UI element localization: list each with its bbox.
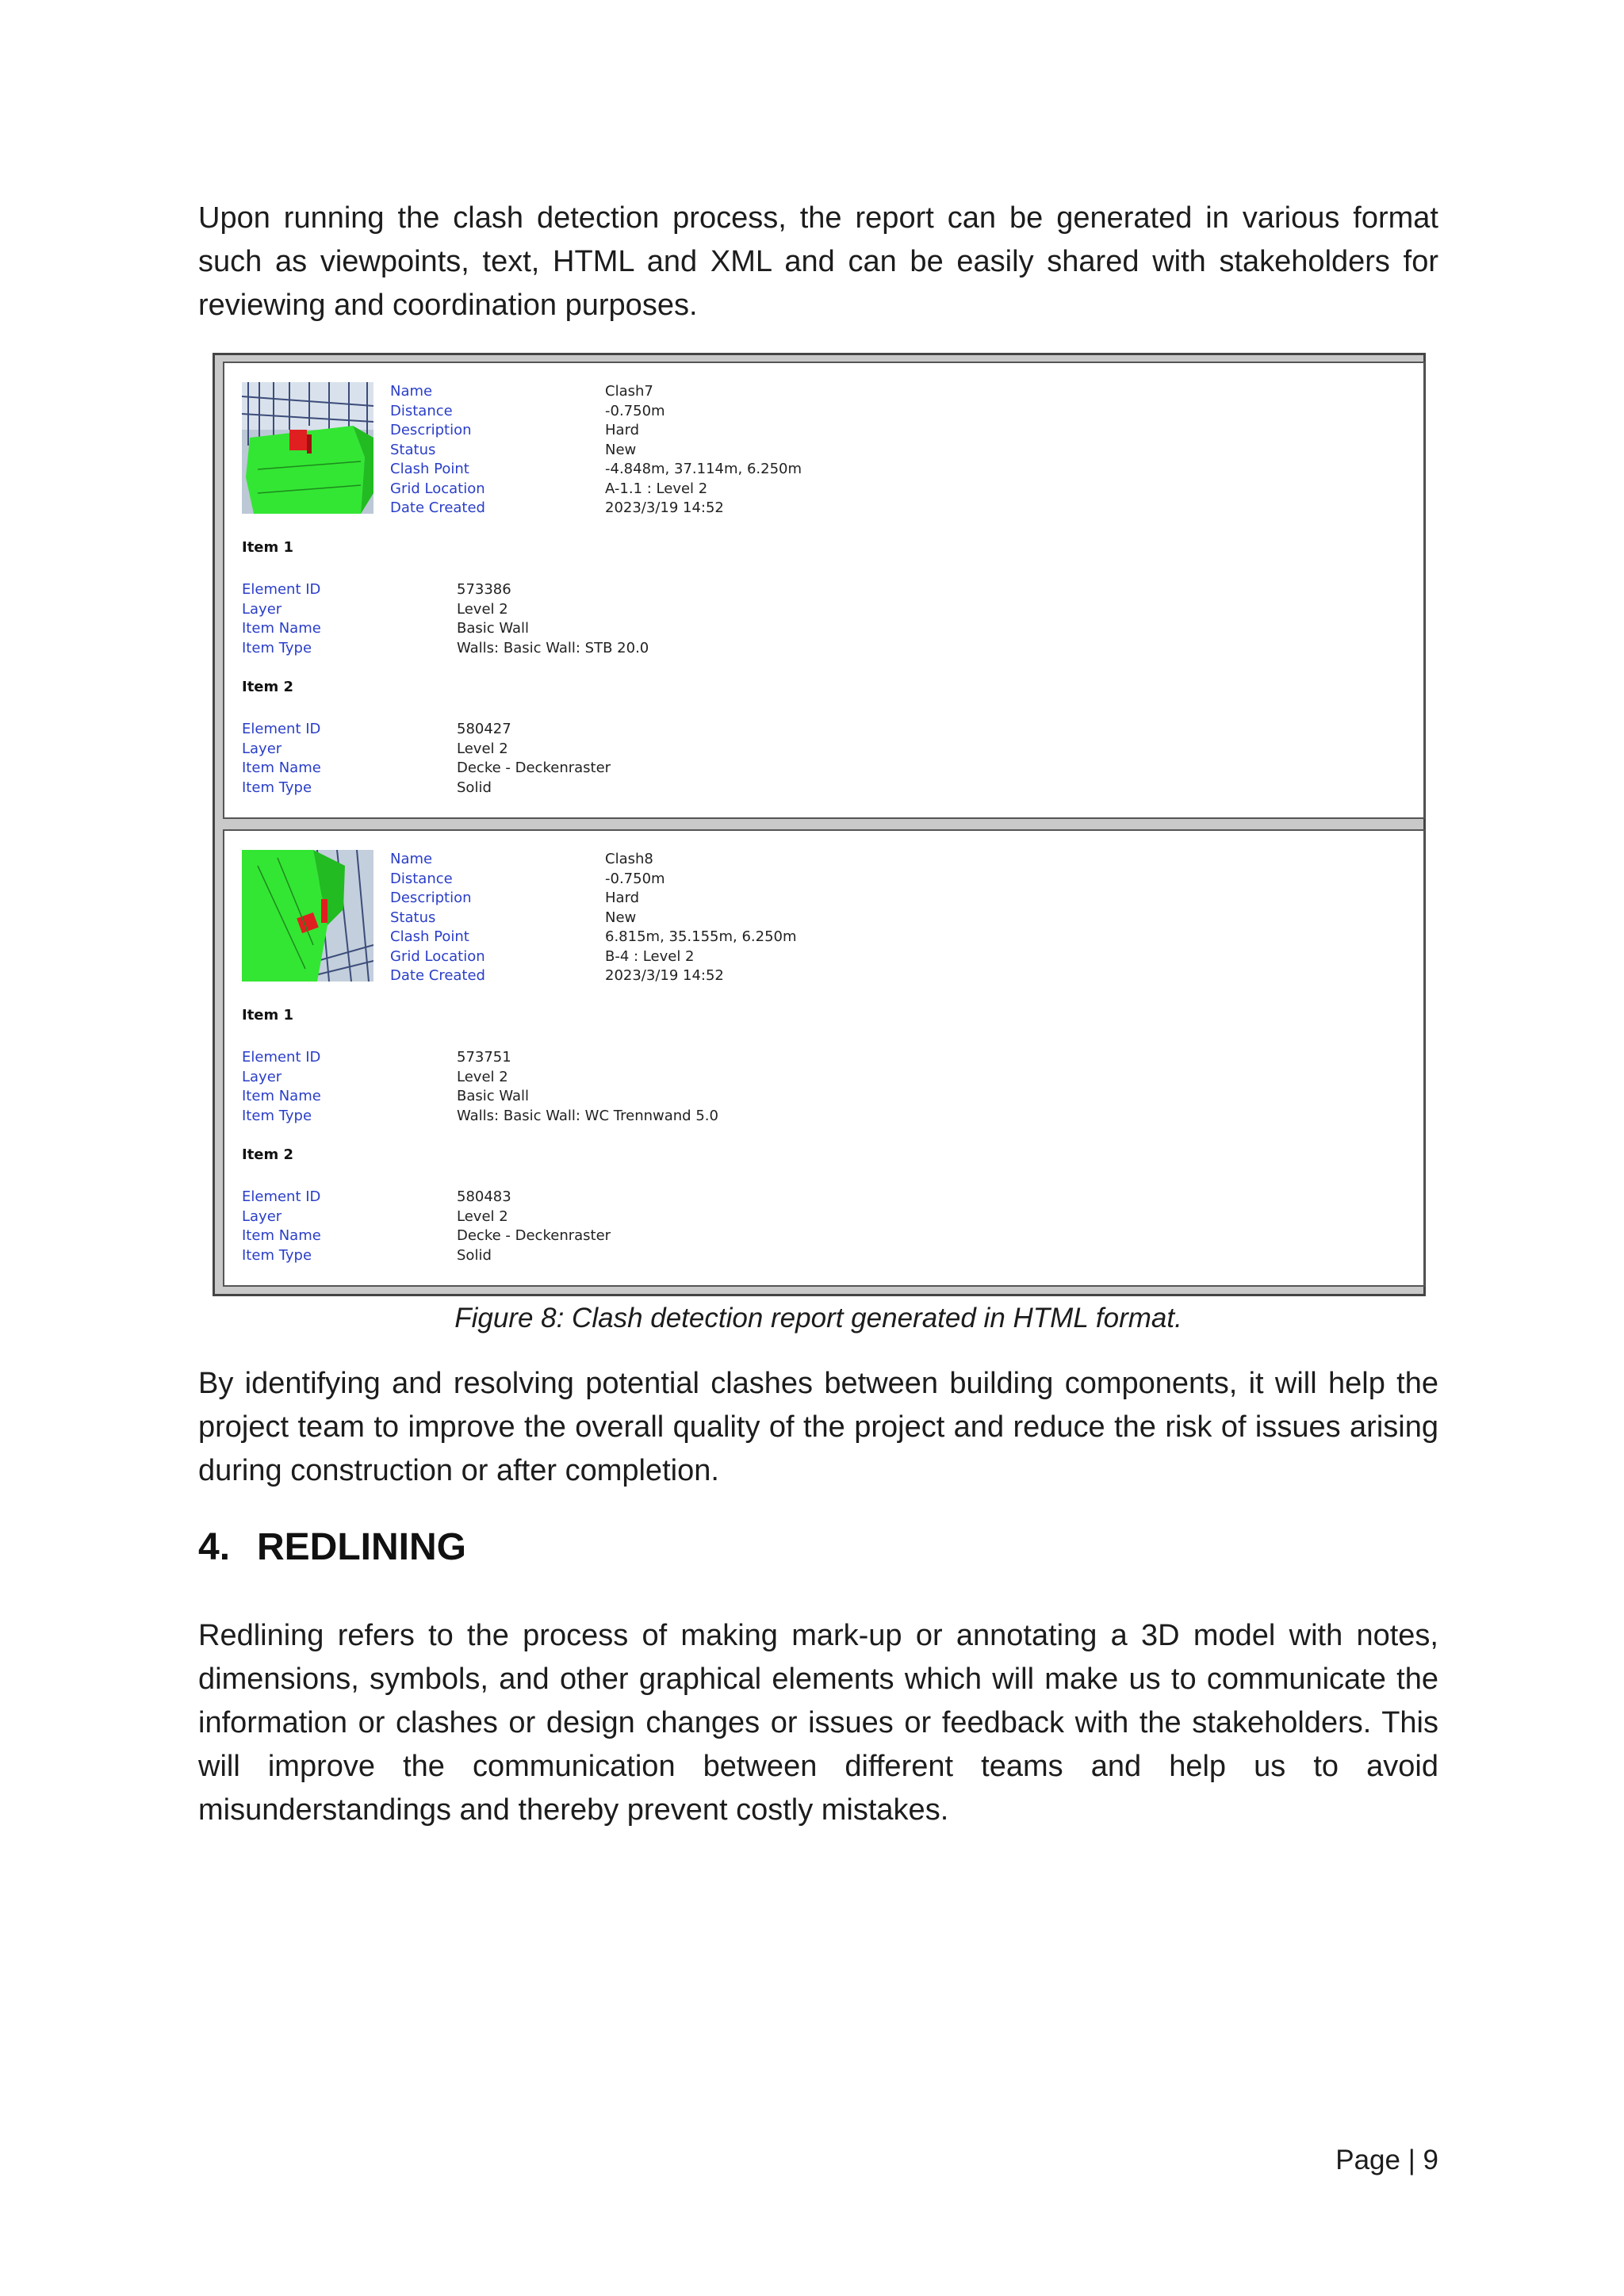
field-label: Item Type: [242, 779, 312, 796]
field-label: Element ID: [242, 1049, 321, 1066]
field-value: Level 2: [457, 740, 508, 757]
prop-label: Clash Point: [390, 461, 469, 477]
clash-properties: [390, 850, 1342, 986]
field-value: 573751: [457, 1049, 511, 1066]
field-value: Decke - Deckenraster: [457, 1227, 611, 1244]
item-fields: [242, 1048, 1193, 1126]
prop-row: [390, 421, 1342, 441]
prop-label: Status: [390, 909, 436, 926]
item-heading: Item 1: [242, 1007, 294, 1024]
prop-row: [390, 870, 1342, 890]
section-title: REDLINING: [257, 1526, 466, 1568]
prop-row: [390, 402, 1342, 422]
field-row: [242, 1246, 1193, 1266]
prop-value: 6.815m, 35.155m, 6.250m: [605, 928, 797, 945]
field-value: Basic Wall: [457, 1088, 530, 1104]
intro-paragraph: Upon running the clash detection process, the report can be generated in various format such as viewpoints, text, HTML and XML and can be easily shared with stakeholders for reviewing and coordination purposes.: [198, 201, 1438, 322]
field-label: Item Type: [242, 1246, 312, 1264]
clash-result-card: [223, 362, 1425, 819]
field-row: [242, 1107, 1193, 1127]
prop-label: Name: [390, 851, 433, 867]
field-label: Element ID: [242, 581, 321, 598]
field-row: [242, 1207, 1193, 1227]
field-label: Layer: [242, 1207, 282, 1225]
redlining-paragraph: Redlining refers to the process of making mark-up or annotating a 3D model with notes, dimensions, symbols, and other graphical elements which will make us to communicate the information or clashes or design changes or issues or feedback with the stakeholders. This will improve the communication between different teams and help us to avoid misunderstandings and thereby prevent costly mistakes.: [198, 1619, 1438, 1827]
prop-label: Description: [390, 422, 472, 438]
field-row: [242, 580, 1193, 600]
field-label: Item Name: [242, 760, 321, 776]
field-value: Basic Wall: [457, 620, 530, 637]
prop-value: 2023/3/19 14:52: [605, 499, 724, 516]
page-number: Page | 9: [1335, 2145, 1438, 2175]
section-number: 4.: [198, 1526, 231, 1568]
prop-label: Grid Location: [390, 947, 485, 965]
prop-label: Clash Point: [390, 928, 469, 945]
prop-label: Date Created: [390, 967, 485, 984]
item-heading: Item 1: [242, 539, 294, 556]
item-fields: [242, 1188, 1193, 1265]
field-row: [242, 720, 1193, 740]
field-label: Element ID: [242, 1188, 321, 1205]
prop-label: Distance: [390, 402, 453, 419]
prop-value: 2023/3/19 14:52: [605, 967, 724, 984]
field-row: [242, 1068, 1193, 1088]
prop-value: Clash7: [605, 383, 653, 400]
field-value: 580483: [457, 1188, 511, 1205]
field-label: Item Name: [242, 620, 321, 637]
field-label: Element ID: [242, 721, 321, 737]
field-row: [242, 619, 1193, 639]
prop-label: Status: [390, 441, 436, 458]
field-row: [242, 639, 1193, 659]
item-fields: [242, 720, 1193, 798]
prop-value: New: [605, 909, 637, 926]
prop-row: [390, 460, 1342, 480]
field-row: [242, 759, 1193, 779]
prop-row: [390, 382, 1342, 402]
field-label: Item Name: [242, 1227, 321, 1244]
clash-viewpoint-thumbnail: [242, 382, 373, 514]
prop-value: New: [605, 441, 637, 458]
field-label: Item Type: [242, 639, 312, 656]
item-heading: Item 2: [242, 1146, 294, 1163]
prop-label: Date Created: [390, 499, 485, 516]
field-row: [242, 740, 1193, 760]
field-value: Level 2: [457, 600, 508, 618]
clash-result-card: [223, 829, 1425, 1287]
prop-value: B-4 : Level 2: [605, 947, 695, 965]
prop-row: [390, 850, 1342, 870]
field-value: Level 2: [457, 1068, 508, 1085]
item-fields: [242, 580, 1193, 658]
field-value: 573386: [457, 581, 511, 598]
field-value: Level 2: [457, 1207, 508, 1225]
clash-properties: [390, 382, 1342, 519]
prop-row: [390, 928, 1342, 947]
prop-row: [390, 499, 1342, 519]
field-value: Walls: Basic Wall: STB 20.0: [457, 639, 649, 656]
prop-value: Clash8: [605, 851, 653, 867]
prop-value: Hard: [605, 890, 640, 906]
prop-value: -4.848m, 37.114m, 6.250m: [605, 461, 802, 477]
field-row: [242, 600, 1193, 620]
field-value: 580427: [457, 721, 511, 737]
field-value: Walls: Basic Wall: WC Trennwand 5.0: [457, 1107, 718, 1124]
field-row: [242, 1226, 1193, 1246]
field-label: Layer: [242, 600, 282, 618]
field-label: Item Name: [242, 1088, 321, 1104]
field-label: Layer: [242, 740, 282, 757]
prop-row: [390, 909, 1342, 928]
prop-row: [390, 947, 1342, 967]
prop-value: A-1.1 : Level 2: [605, 480, 708, 497]
prop-row: [390, 966, 1342, 986]
prop-label: Name: [390, 383, 433, 400]
field-row: [242, 1188, 1193, 1207]
field-row: [242, 1048, 1193, 1068]
prop-value: -0.750m: [605, 870, 665, 887]
prop-label: Grid Location: [390, 480, 485, 497]
prop-row: [390, 441, 1342, 461]
field-row: [242, 779, 1193, 798]
field-row: [242, 1087, 1193, 1107]
section-heading: [198, 1524, 466, 1571]
prop-label: Distance: [390, 870, 453, 887]
clash-viewpoint-thumbnail: [242, 850, 373, 982]
item-heading: Item 2: [242, 679, 294, 695]
body-paragraph: By identifying and resolving potential clashes between building components, it will help the project team to improve the overall quality of the project and reduce the risk of issues arising during construction or after completion.: [198, 1367, 1438, 1487]
field-value: Decke - Deckenraster: [457, 760, 611, 776]
prop-value: Hard: [605, 422, 640, 438]
field-value: Solid: [457, 1246, 492, 1264]
prop-label: Description: [390, 890, 472, 906]
field-value: Solid: [457, 779, 492, 796]
clash-report-figure: [213, 353, 1426, 1296]
prop-value: -0.750m: [605, 402, 665, 419]
field-label: Item Type: [242, 1107, 312, 1124]
figure-caption: Figure 8: Clash detection report generated in HTML format.: [454, 1303, 1182, 1334]
field-label: Layer: [242, 1068, 282, 1085]
prop-row: [390, 889, 1342, 909]
prop-row: [390, 480, 1342, 499]
